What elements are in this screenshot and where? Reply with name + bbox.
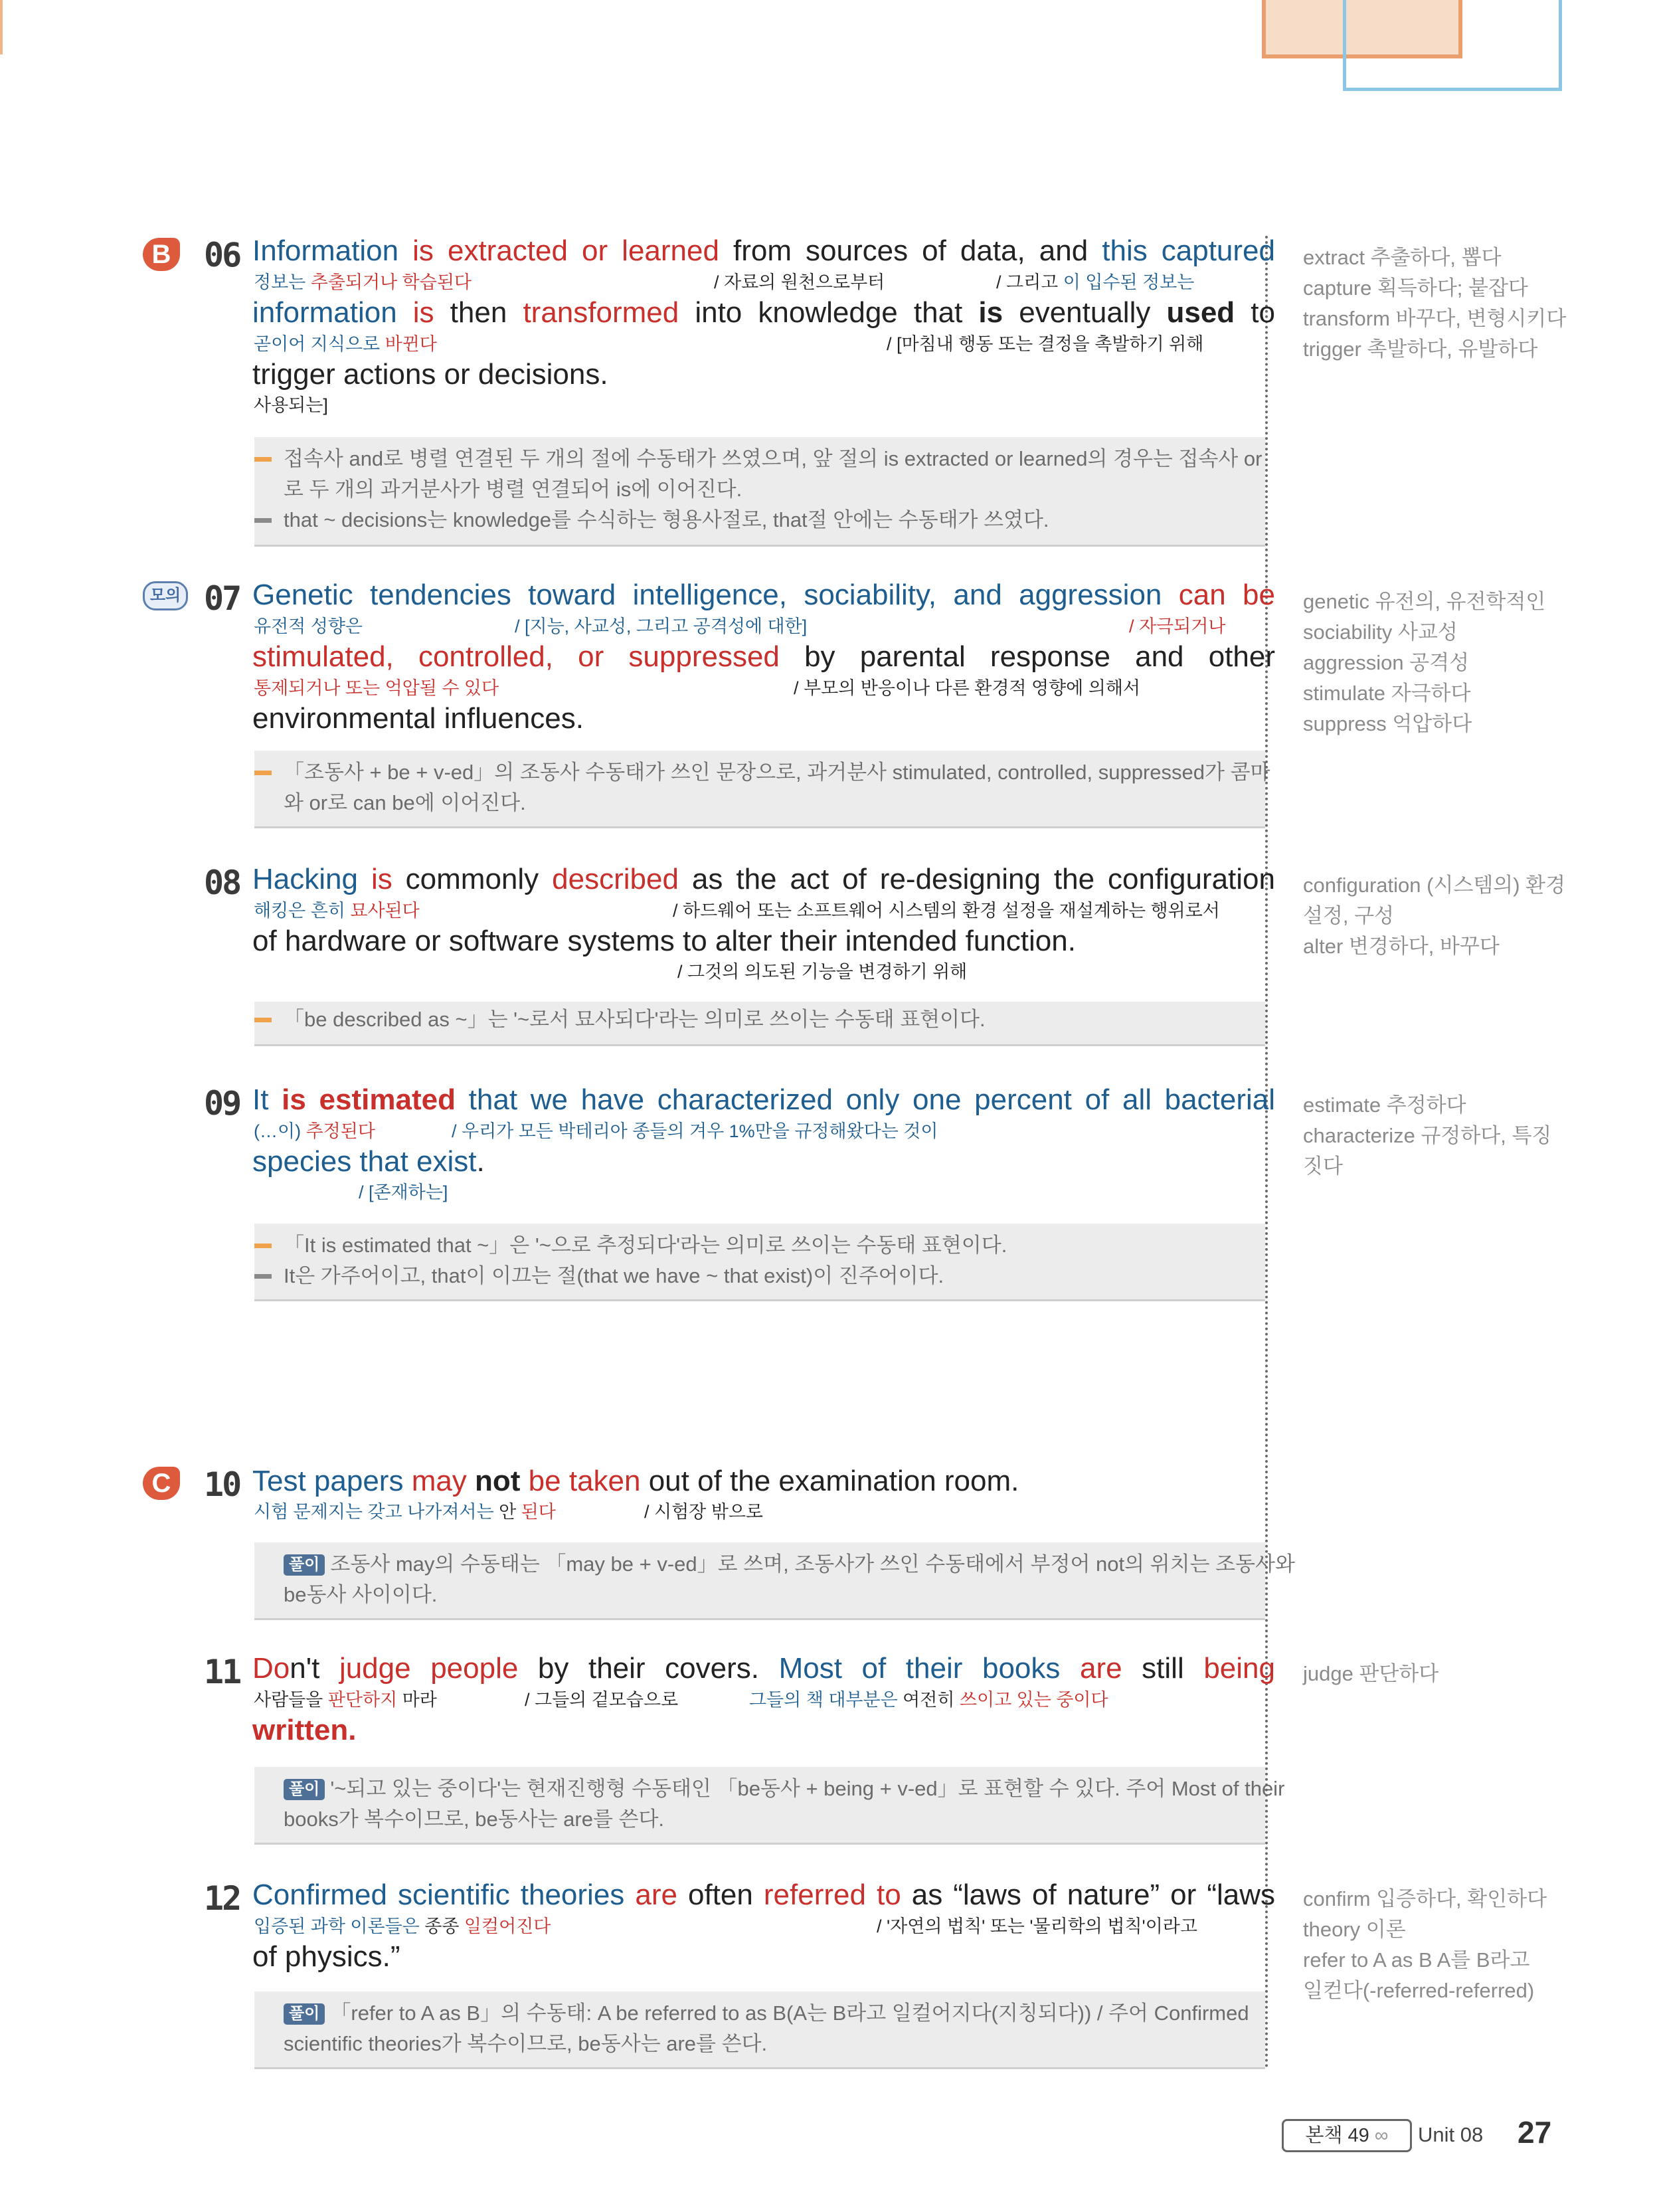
translation-chunk: / 그들의 겉모습으로 (525, 1690, 679, 1710)
sentence-line: species that exist. (252, 1145, 485, 1178)
sentence-line: written. (252, 1714, 357, 1746)
grammar-note: 「조동사 + be + v-ed」의 조동사 수동태가 쓰인 문장으로, 과거분사 stimulated, controlled, suppressed가 콤마 와 or로 can be에 이어진다. (254, 751, 1265, 828)
translation-chunk: / [지능, 사교성, 그리고 공격성에 대한] (515, 616, 808, 636)
blue-frame-decoration (1343, 0, 1562, 91)
translation-chunk: / [존재하는] (359, 1182, 448, 1202)
sentence-line: Hacking is commonly described as the act of re-designing the configuration (252, 863, 1275, 895)
vocab-entry: judge 판단하다 (1303, 1662, 1439, 1685)
vocab-entry: confirm 입증하다, 확인하다 (1303, 1887, 1547, 1910)
translation-chunk: / 자극되거나 (1129, 616, 1226, 636)
translation-chunk: 시험 문제지는 갖고 나가져서는 안 된다 (254, 1502, 556, 1522)
note-bullet (254, 1274, 272, 1279)
vocab-list (1303, 242, 1566, 365)
translation-chunk: / 그리고 이 입수된 정보는 (996, 272, 1195, 292)
vocab-entry: aggression 공격성 (1303, 651, 1470, 674)
vocab-entry: trigger 촉발하다, 유발하다 (1303, 337, 1538, 361)
solution-label: 풀이 (284, 2003, 325, 2025)
sentence-line: Don't judge people by their covers. Most of their books are still being (252, 1652, 1275, 1685)
solution-note: 풀이 '~되고 있는 중이다'는 현재진행형 수동태인 「be동사 + being + v-ed」로 표현할 수 있다. 주어 Most of their books가 복수이므로, be동사는 are를 쓴다. (254, 1767, 1265, 1845)
vocab-list (1303, 1090, 1551, 1182)
vocab-list (1303, 870, 1565, 962)
sentence-line: stimulated, controlled, or suppressed by parental response and other (252, 640, 1275, 673)
sentence-line: Test papers may not be taken out of the examination room. (252, 1465, 1019, 1497)
note-bullet (254, 457, 272, 462)
page-number: 27 (1518, 2115, 1552, 2150)
sentence-line: It is estimated that we have characterized only one percent of all bacterial (252, 1083, 1275, 1116)
item-number: 10 (204, 1465, 240, 1504)
solution-label: 풀이 (284, 1779, 325, 1800)
translation-chunk: 사용되는] (254, 395, 328, 415)
vocab-entry: refer to A as B A를 B라고 (1303, 1948, 1530, 1972)
item-number: 09 (204, 1084, 240, 1123)
vocab-entry: genetic 유전의, 유전학적인 (1303, 590, 1546, 613)
vocab-entry: alter 변경하다, 바꾸다 (1303, 935, 1500, 958)
vocab-entry: extract 추출하다, 뽑다 (1303, 246, 1502, 269)
note-bullet (254, 1244, 272, 1248)
translation-chunk: 곧이어 지식으로 바뀐다 (254, 334, 437, 354)
vocab-entry: characterize 규정하다, 특징 (1303, 1124, 1552, 1147)
grammar-note: 「be described as ~」는 '~로서 묘사되다'라는 의미로 쓰이는 수동태 표현이다. (254, 1002, 1265, 1046)
vocab-entry: 설정, 구성 (1303, 904, 1395, 927)
item-number: 11 (204, 1653, 240, 1691)
section-c-marker: C (143, 1467, 180, 1500)
vocab-list (1303, 1884, 1547, 2006)
grammar-note: 접속사 and로 병렬 연결된 두 개의 절에 수동태가 쓰였으며, 앞 절의 is extracted or learned의 경우는 접속사 or 로 두 개의 과거분사가 병렬 연결되어 is에 이어진다. that ~ decisions는 knowledge를 수식하는 형용사절로, that절 안에는 수동태가 쓰였다. (254, 437, 1265, 547)
note-bullet (254, 1018, 272, 1022)
sentence-line: Information is extracted or learned from sources of data, and this captured (252, 234, 1275, 267)
sentence-line: Genetic tendencies toward intelligence, sociability, and aggression can be (252, 579, 1275, 611)
grammar-note: 「It is estimated that ~」은 '~으로 추정되다'라는 의미로 쓰이는 수동태 표현이다. It은 가주어이고, that이 이끄는 절(that we have ~ that exist)이 진주어이다. (254, 1224, 1265, 1301)
translation-chunk: / 그것의 의도된 기능을 변경하기 위해 (677, 962, 968, 982)
translation-chunk: (…이) 추정된다 (254, 1121, 375, 1141)
vocab-entry: suppress 억압하다 (1303, 712, 1472, 735)
translation-chunk: 입증된 과학 이론들은 종종 일컬어진다 (254, 1916, 551, 1936)
translation-chunk: / '자연의 법칙' 또는 '물리학의 법칙'이라고 (877, 1916, 1197, 1936)
translation-chunk: 정보는 추출되거나 학습된다 (254, 272, 472, 292)
vocab-entry: 짓다 (1303, 1154, 1343, 1178)
link-icon: ∞ (1374, 2125, 1389, 2146)
translation-chunk: 그들의 책 대부분은 여전히 쓰이고 있는 중이다 (749, 1690, 1108, 1710)
section-b-marker: B (143, 238, 180, 271)
mock-exam-badge: 모의 (143, 581, 188, 610)
item-number: 08 (204, 864, 240, 902)
translation-chunk: 해킹은 흔히 묘사된다 (254, 901, 420, 921)
vocab-entry: estimate 추정하다 (1303, 1093, 1466, 1117)
note-bullet (254, 771, 272, 775)
translation-chunk: 유전적 성향은 (254, 616, 363, 636)
sentence-line: information is then transformed into knowledge that is eventually used to (252, 296, 1276, 329)
translation-chunk: / 자료의 원천으로부터 (714, 272, 885, 292)
item-number: 07 (204, 579, 240, 618)
vocab-list (1303, 587, 1545, 739)
translation-chunk: / 시험장 밖으로 (644, 1502, 763, 1522)
translation-chunk: / [마침내 행동 또는 결정을 촉발하기 위해 (887, 334, 1204, 354)
vocab-entry: theory 이론 (1303, 1918, 1406, 1941)
sentence-line: of physics.” (252, 1940, 400, 1973)
translation-chunk: / 우리가 모든 박테리아 종들의 겨우 1%만을 규정해왔다는 것이 (452, 1121, 938, 1141)
vocab-list (1303, 1659, 1438, 1689)
solution-label: 풀이 (284, 1554, 325, 1576)
vocab-entry: capture 획득하다; 붙잡다 (1303, 276, 1528, 300)
vocab-entry: stimulate 자극하다 (1303, 682, 1471, 705)
sentence-line: trigger actions or decisions. (252, 358, 608, 391)
vocab-entry: 일컫다(-referred-referred) (1303, 1979, 1535, 2002)
vocab-entry: transform 바꾸다, 변형시키다 (1303, 307, 1567, 330)
solution-note: 풀이 조동사 may의 수동태는 「may be + v-ed」로 쓰며, 조동사가 쓰인 수동태에서 부정어 not의 위치는 조동사와 be동사 사이이다. (254, 1542, 1265, 1620)
textbook-reference: 본책 49 ∞ (1282, 2119, 1412, 2152)
note-bullet (254, 518, 272, 523)
item-number: 06 (204, 236, 240, 274)
translation-chunk: / 부모의 반응이나 다른 환경적 영향에 의해서 (794, 678, 1140, 698)
solution-note: 풀이 「refer to A as B」의 수동태: A be referred to as B(A는 B라고 일컬어지다(지칭되다)) / 주어 Confirmed scientific theories가 복수이므로, be동사는 are를 쓴다. (254, 1991, 1265, 2069)
item-number: 12 (204, 1879, 240, 1918)
translation-chunk: 사람들을 판단하지 마라 (254, 1690, 437, 1710)
translation-chunk: 통제되거나 또는 억압될 수 있다 (254, 678, 499, 698)
unit-label: Unit 08 (1418, 2123, 1484, 2146)
translation-chunk: / 하드웨어 또는 소프트웨어 시스템의 환경 설정을 재설계하는 행위로서 (673, 901, 1220, 921)
vocab-entry: configuration (시스템의) 환경 (1303, 874, 1566, 897)
sentence-line: Confirmed scientific theories are often referred to as “laws of nature” or “laws (252, 1879, 1276, 1911)
corner-accent (0, 0, 3, 54)
vocab-entry: sociability 사교성 (1303, 620, 1458, 644)
sentence-line: environmental influences. (252, 702, 584, 735)
sentence-line: of hardware or software systems to alter their intended function. (252, 925, 1076, 957)
